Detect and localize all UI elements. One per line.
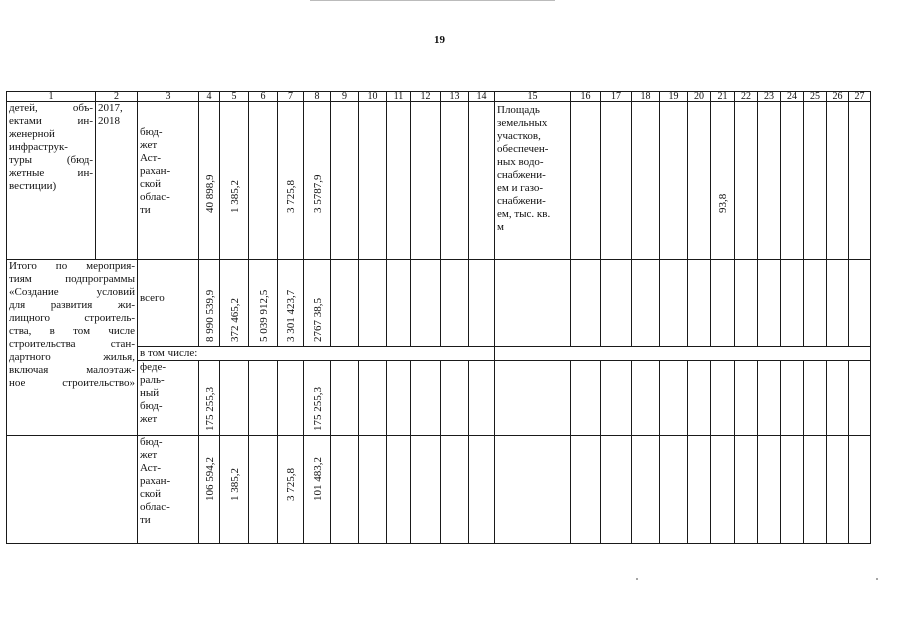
description-line: «Создание условий — [9, 286, 135, 298]
regional-col9-cell — [330, 435, 359, 544]
description-line: детей, объ- — [9, 102, 93, 114]
description-line: инфраструк- — [9, 141, 68, 153]
description-line: женерной — [9, 128, 55, 140]
regional-col21-cell — [710, 435, 735, 544]
total-value-col4: 8 990 539,9 — [204, 289, 216, 342]
federal-col22-cell — [734, 360, 758, 436]
header-cell-9: 9 — [330, 91, 359, 102]
federal-col20-cell — [687, 360, 711, 436]
description-line: тиям подпрограммы — [9, 273, 135, 285]
federal-value-col4: 175 255,3 — [204, 387, 216, 431]
header-cell-12: 12 — [410, 91, 441, 102]
years-line: 2018 — [98, 115, 120, 127]
block1-col22-cell — [734, 101, 758, 260]
regional-label-cell — [137, 435, 199, 544]
indicator-line: м — [497, 221, 504, 233]
block1-col9-cell — [330, 101, 359, 260]
description-line: ектами ин- — [9, 115, 93, 127]
scan-speck — [636, 578, 638, 580]
block1-col6-cell — [248, 101, 278, 260]
federal-col9-cell — [330, 360, 359, 436]
block1-value-col5: 1 385,2 — [229, 180, 241, 213]
total-label-cell — [137, 259, 199, 347]
block1-col4-cell — [198, 101, 220, 260]
federal-label-line: феде- — [140, 361, 167, 373]
header-cell-21: 21 — [710, 91, 735, 102]
regional-col7-cell — [277, 435, 304, 544]
block1-col11-cell — [386, 101, 411, 260]
regional-label-line: Аст- — [140, 462, 162, 474]
federal-label-line: бюд- — [140, 400, 163, 412]
regional-col18-cell — [631, 435, 660, 544]
including-row — [137, 346, 871, 361]
regional-value-col7: 3 725,8 — [285, 468, 297, 501]
federal-col16-cell — [570, 360, 601, 436]
total-col23-cell — [757, 259, 781, 347]
header-cell-6: 6 — [248, 91, 278, 102]
header-cell-22: 22 — [734, 91, 758, 102]
federal-col8-cell — [303, 360, 331, 436]
federal-col23-cell — [757, 360, 781, 436]
block1-col14-cell — [468, 101, 495, 260]
regional-value-col4: 106 594,2 — [204, 457, 216, 501]
regional-label-line: ти — [140, 514, 151, 526]
source-line: облас- — [140, 191, 170, 203]
regional-col16-cell — [570, 435, 601, 544]
description-line: для развития жи- — [9, 299, 135, 311]
regional-value-col5: 1 385,2 — [229, 468, 241, 501]
federal-col11-cell — [386, 360, 411, 436]
total-col17-cell — [600, 259, 632, 347]
header-cell-25: 25 — [803, 91, 827, 102]
header-cell-10: 10 — [358, 91, 387, 102]
header-cell-17: 17 — [600, 91, 632, 102]
block1-col20-cell — [687, 101, 711, 260]
total-col26-cell — [826, 259, 849, 347]
block1-col8-cell — [303, 101, 331, 260]
header-cell-19: 19 — [659, 91, 688, 102]
top-rule — [310, 0, 555, 1]
regional-col25-cell — [803, 435, 827, 544]
header-cell-24: 24 — [780, 91, 804, 102]
regional-col17-cell — [600, 435, 632, 544]
header-cell-23: 23 — [757, 91, 781, 102]
indicator-line: обеспечен- — [497, 143, 549, 155]
total-col22-cell — [734, 259, 758, 347]
federal-col25-cell — [803, 360, 827, 436]
total-value-col5: 372 465,2 — [229, 298, 241, 342]
page-number: 19 — [434, 34, 445, 46]
block1-value-col7: 3 725,8 — [285, 180, 297, 213]
indicator-line: Площадь — [497, 104, 540, 116]
description-line: включая малоэтаж- — [9, 364, 135, 376]
regional-col27-cell — [848, 435, 871, 544]
federal-label-line: ный — [140, 387, 160, 399]
header-cell-8: 8 — [303, 91, 331, 102]
header-cell-5: 5 — [219, 91, 249, 102]
including-label: в том числе: — [140, 347, 198, 359]
total-value-col6: 5 039 912,5 — [258, 289, 270, 342]
regional-label-line: ской — [140, 488, 162, 500]
source-line: бюд- — [140, 126, 163, 138]
block1-col23-cell — [757, 101, 781, 260]
block1-col18-cell — [631, 101, 660, 260]
block1-col25-cell — [803, 101, 827, 260]
block1-col12-cell — [410, 101, 441, 260]
block1-value-col4: 40 898,9 — [204, 174, 216, 213]
total-col24-cell — [780, 259, 804, 347]
header-cell-26: 26 — [826, 91, 849, 102]
indicator-line: снабжени- — [497, 195, 546, 207]
federal-col13-cell — [440, 360, 469, 436]
federal-label-cell — [137, 360, 199, 436]
federal-col10-cell — [358, 360, 387, 436]
indicator-line: ных водо- — [497, 156, 544, 168]
header-cell-14: 14 — [468, 91, 495, 102]
description-line: дартного жилья, — [9, 351, 135, 363]
federal-label-line: раль- — [140, 374, 165, 386]
regional-col20-cell — [687, 435, 711, 544]
block1-col13-cell — [440, 101, 469, 260]
description-line: вестиции) — [9, 180, 57, 192]
total-col13-cell — [440, 259, 469, 347]
header-cell-20: 20 — [687, 91, 711, 102]
block1-col10-cell — [358, 101, 387, 260]
regional-col13-cell — [440, 435, 469, 544]
header-cell-15: 15 — [494, 91, 571, 102]
block1-col16-cell — [570, 101, 601, 260]
federal-col17-cell — [600, 360, 632, 436]
header-cell-4: 4 — [198, 91, 220, 102]
indicator-line: ем и газо- — [497, 182, 544, 194]
block1-col17-cell — [600, 101, 632, 260]
regional-value-col8: 101 483,2 — [312, 457, 324, 501]
header-cell-7: 7 — [277, 91, 304, 102]
regional-label-line: рахан- — [140, 475, 171, 487]
regional-label-line: облас- — [140, 501, 170, 513]
header-cell-11: 11 — [386, 91, 411, 102]
block1-years-cell — [95, 101, 138, 260]
source-line: Аст- — [140, 152, 162, 164]
header-cell-18: 18 — [631, 91, 660, 102]
block1-col5-cell — [219, 101, 249, 260]
federal-col26-cell — [826, 360, 849, 436]
header-cell-2: 2 — [95, 91, 138, 102]
total-col12-cell — [410, 259, 441, 347]
federal-col5-cell — [219, 360, 249, 436]
regional-label-line: бюд- — [140, 436, 163, 448]
block1-col15-cell — [494, 101, 571, 260]
indicator-line: участков, — [497, 130, 541, 142]
block1-col7-cell — [277, 101, 304, 260]
description-line: ства, в том числе — [9, 325, 135, 337]
federal-col14-cell — [468, 360, 495, 436]
federal-col15-cell — [494, 360, 571, 436]
regional-col11-cell — [386, 435, 411, 544]
years-line: 2017, — [98, 102, 123, 114]
regional-label-line: жет — [140, 449, 158, 461]
block2-description-cell — [6, 259, 138, 436]
scan-speck — [876, 578, 878, 580]
block1-description-cell — [6, 101, 96, 260]
block1-col21-cell — [710, 101, 735, 260]
federal-col27-cell — [848, 360, 871, 436]
federal-col21-cell — [710, 360, 735, 436]
regional-col5-cell — [219, 435, 249, 544]
source-line: рахан- — [140, 165, 171, 177]
description-line: ное строительство» — [9, 377, 135, 389]
total-col25-cell — [803, 259, 827, 347]
description-line: лищного строитель- — [9, 312, 135, 324]
total-col5-cell — [219, 259, 249, 347]
block1-col26-cell — [826, 101, 849, 260]
including-divider — [494, 346, 495, 361]
federal-col4-cell — [198, 360, 220, 436]
block1-value-col8: 3 5787,9 — [312, 174, 324, 213]
total-col15-cell — [494, 259, 571, 347]
header-cell-13: 13 — [440, 91, 469, 102]
total-col20-cell — [687, 259, 711, 347]
block1-col24-cell — [780, 101, 804, 260]
description-line: Итого по мероприя- — [9, 260, 135, 272]
total-col9-cell — [330, 259, 359, 347]
regional-col24-cell — [780, 435, 804, 544]
description-line: туры (бюд- — [9, 154, 93, 166]
source-line: жет — [140, 139, 158, 151]
total-col18-cell — [631, 259, 660, 347]
total-col11-cell — [386, 259, 411, 347]
total-label: всего — [140, 292, 165, 304]
total-col10-cell — [358, 259, 387, 347]
regional-col12-cell — [410, 435, 441, 544]
block1-value-col21: 93,8 — [717, 193, 729, 213]
federal-col19-cell — [659, 360, 688, 436]
header-cell-16: 16 — [570, 91, 601, 102]
header-cell-3: 3 — [137, 91, 199, 102]
total-col7-cell — [277, 259, 304, 347]
regional-col15-cell — [494, 435, 571, 544]
header-cell-27: 27 — [848, 91, 871, 102]
total-col14-cell — [468, 259, 495, 347]
regional-col19-cell — [659, 435, 688, 544]
total-col19-cell — [659, 259, 688, 347]
federal-col6-cell — [248, 360, 278, 436]
federal-col7-cell — [277, 360, 304, 436]
regional-col4-cell — [198, 435, 220, 544]
total-value-col7: 3 301 423,7 — [285, 289, 297, 342]
regional-col10-cell — [358, 435, 387, 544]
federal-label-line: жет — [140, 413, 158, 425]
indicator-line: ем, тыс. кв. — [497, 208, 551, 220]
block1-col19-cell — [659, 101, 688, 260]
regional-col6-cell — [248, 435, 278, 544]
total-col8-cell — [303, 259, 331, 347]
regional-col23-cell — [757, 435, 781, 544]
source-line: ской — [140, 178, 162, 190]
federal-col24-cell — [780, 360, 804, 436]
federal-col18-cell — [631, 360, 660, 436]
total-col16-cell — [570, 259, 601, 347]
indicator-line: земельных — [497, 117, 548, 129]
regional-empty-cell — [6, 435, 138, 544]
total-col6-cell — [248, 259, 278, 347]
indicator-line: снабжени- — [497, 169, 546, 181]
source-line: ти — [140, 204, 151, 216]
total-col27-cell — [848, 259, 871, 347]
total-col4-cell — [198, 259, 220, 347]
total-col21-cell — [710, 259, 735, 347]
regional-col22-cell — [734, 435, 758, 544]
description-line: жетные ин- — [9, 167, 93, 179]
description-line: строительства стан- — [9, 338, 135, 350]
header-cell-1: 1 — [6, 91, 96, 102]
regional-col14-cell — [468, 435, 495, 544]
block1-source-cell — [137, 101, 199, 260]
total-value-col8: 2767 38,5 — [312, 298, 324, 342]
regional-col26-cell — [826, 435, 849, 544]
regional-col8-cell — [303, 435, 331, 544]
federal-col12-cell — [410, 360, 441, 436]
block1-col27-cell — [848, 101, 871, 260]
federal-value-col8: 175 255,3 — [312, 387, 324, 431]
